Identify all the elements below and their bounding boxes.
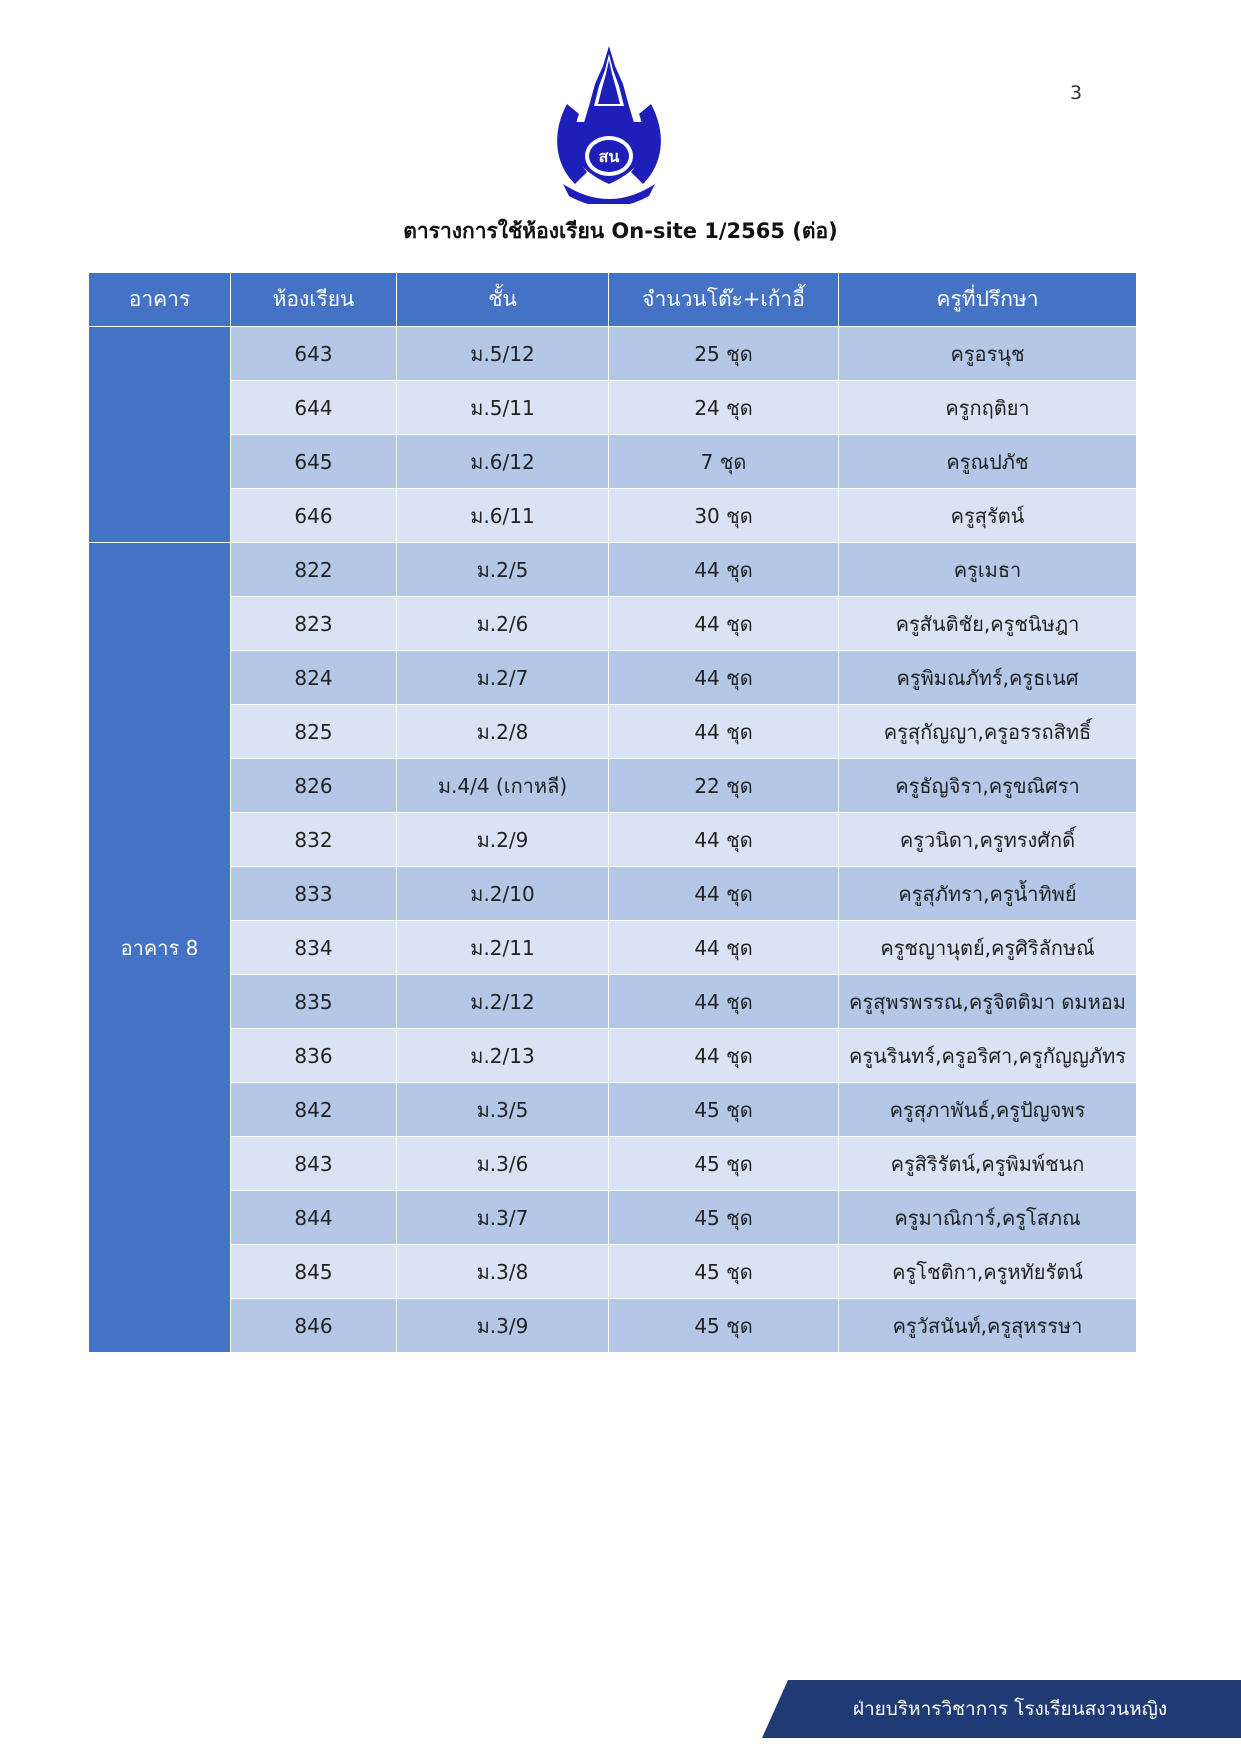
seats-cell: 44 ชุด (609, 705, 839, 759)
class-cell: ม.2/13 (397, 1029, 609, 1083)
class-cell: ม.3/8 (397, 1245, 609, 1299)
room-cell: 836 (231, 1029, 397, 1083)
class-cell: ม.5/11 (397, 381, 609, 435)
teacher-cell: ครูนรินทร์,ครูอริศา,ครูกัญญภัทร (839, 1029, 1137, 1083)
table-row (89, 1029, 1137, 1083)
table-row (89, 921, 1137, 975)
table-row (89, 327, 1137, 381)
room-cell: 645 (231, 435, 397, 489)
table-row (89, 597, 1137, 651)
teacher-cell: ครูสุกัญญา,ครูอรรถสิทธิ์ (839, 705, 1137, 759)
teacher-cell: ครูสุพรพรรณ,ครูจิตติมา ดมหอม (839, 975, 1137, 1029)
table-row (89, 1083, 1137, 1137)
table-row (89, 381, 1137, 435)
teacher-cell: ครูเมธา (839, 543, 1137, 597)
seats-cell: 44 ชุด (609, 1029, 839, 1083)
seats-cell: 22 ชุด (609, 759, 839, 813)
room-cell: 825 (231, 705, 397, 759)
class-cell: ม.2/8 (397, 705, 609, 759)
class-cell: ม.3/9 (397, 1299, 609, 1353)
room-cell: 833 (231, 867, 397, 921)
seats-cell: 44 ชุด (609, 543, 839, 597)
teacher-cell: ครูสุรัตน์ (839, 489, 1137, 543)
building-cell (89, 327, 231, 543)
class-cell: ม.2/6 (397, 597, 609, 651)
seats-cell: 44 ชุด (609, 597, 839, 651)
building-cell: อาคาร 8 (89, 543, 231, 1353)
seats-cell: 7 ชุด (609, 435, 839, 489)
table-row (89, 543, 1137, 597)
table-row (89, 1191, 1137, 1245)
seats-cell: 24 ชุด (609, 381, 839, 435)
room-cell: 826 (231, 759, 397, 813)
teacher-cell: ครูกฤติยา (839, 381, 1137, 435)
teacher-cell: ครูสันติชัย,ครูชนิษฎา (839, 597, 1137, 651)
room-cell: 845 (231, 1245, 397, 1299)
table-row (89, 1137, 1137, 1191)
table-body (89, 327, 1137, 1353)
teacher-cell: ครูสิริรัตน์,ครูพิมพ์ชนก (839, 1137, 1137, 1191)
seats-cell: 45 ชุด (609, 1191, 839, 1245)
room-cell: 835 (231, 975, 397, 1029)
teacher-cell: ครูวัสนันท์,ครูสุหรรษา (839, 1299, 1137, 1353)
table-row (89, 1299, 1137, 1353)
room-cell: 844 (231, 1191, 397, 1245)
teacher-cell: ครูพิมณภัทร์,ครูธเนศ (839, 651, 1137, 705)
seats-cell: 44 ชุด (609, 867, 839, 921)
seats-cell: 45 ชุด (609, 1083, 839, 1137)
teacher-cell: ครูชญานุตย์,ครูศิริลักษณ์ (839, 921, 1137, 975)
table-row (89, 867, 1137, 921)
seats-cell: 30 ชุด (609, 489, 839, 543)
header-room: ห้องเรียน (231, 273, 397, 327)
footer-text: ฝ่ายบริหารวิชาการ โรงเรียนสงวนหญิง (852, 1698, 1168, 1720)
table-header-row (89, 273, 1137, 327)
table-row (89, 813, 1137, 867)
room-cell: 834 (231, 921, 397, 975)
classroom-table (88, 272, 1137, 1353)
header-class: ชั้น (397, 273, 609, 327)
class-cell: ม.6/12 (397, 435, 609, 489)
room-cell: 824 (231, 651, 397, 705)
room-cell: 823 (231, 597, 397, 651)
seats-cell: 45 ชุด (609, 1245, 839, 1299)
table-row (89, 489, 1137, 543)
table-row (89, 759, 1137, 813)
table-row (89, 651, 1137, 705)
seats-cell: 44 ชุด (609, 921, 839, 975)
table-row (89, 975, 1137, 1029)
header-building: อาคาร (89, 273, 231, 327)
seats-cell: 45 ชุด (609, 1299, 839, 1353)
class-cell: ม.3/7 (397, 1191, 609, 1245)
room-cell: 643 (231, 327, 397, 381)
class-cell: ม.2/12 (397, 975, 609, 1029)
room-cell: 832 (231, 813, 397, 867)
header-seats: จำนวนโต๊ะ+เก้าอี้ (609, 273, 839, 327)
table-row (89, 1245, 1137, 1299)
teacher-cell: ครูสุภัทรา,ครูน้ำทิพย์ (839, 867, 1137, 921)
svg-text:สน: สน (598, 147, 620, 166)
page-number: 3 (1070, 82, 1083, 104)
teacher-cell: ครูอรนุช (839, 327, 1137, 381)
table-row (89, 435, 1137, 489)
seats-cell: 44 ชุด (609, 975, 839, 1029)
class-cell: ม.2/9 (397, 813, 609, 867)
room-cell: 646 (231, 489, 397, 543)
class-cell: ม.4/4 (เกาหลี) (397, 759, 609, 813)
room-cell: 842 (231, 1083, 397, 1137)
teacher-cell: ครูธัญจิรา,ครูขณิศรา (839, 759, 1137, 813)
room-cell: 644 (231, 381, 397, 435)
teacher-cell: ครูวนิดา,ครูทรงศักดิ์ (839, 813, 1137, 867)
seats-cell: 45 ชุด (609, 1137, 839, 1191)
class-cell: ม.2/11 (397, 921, 609, 975)
seats-cell: 25 ชุด (609, 327, 839, 381)
seats-cell: 44 ชุด (609, 813, 839, 867)
teacher-cell: ครูโชติกา,ครูหทัยรัตน์ (839, 1245, 1137, 1299)
document-title: ตารางการใช้ห้องเรียน On-site 1/2565 (ต่อ) (403, 219, 838, 243)
class-cell: ม.2/5 (397, 543, 609, 597)
teacher-cell: ครูณปภัช (839, 435, 1137, 489)
room-cell: 846 (231, 1299, 397, 1353)
header-teacher: ครูที่ปรึกษา (839, 273, 1137, 327)
class-cell: ม.3/6 (397, 1137, 609, 1191)
table-row (89, 705, 1137, 759)
school-logo (545, 44, 673, 204)
class-cell: ม.2/7 (397, 651, 609, 705)
teacher-cell: ครูสุภาพันธ์,ครูปัญจพร (839, 1083, 1137, 1137)
class-cell: ม.6/11 (397, 489, 609, 543)
room-cell: 822 (231, 543, 397, 597)
teacher-cell: ครูมาณิการ์,ครูโสภณ (839, 1191, 1137, 1245)
class-cell: ม.2/10 (397, 867, 609, 921)
class-cell: ม.3/5 (397, 1083, 609, 1137)
seats-cell: 44 ชุด (609, 651, 839, 705)
class-cell: ม.5/12 (397, 327, 609, 381)
room-cell: 843 (231, 1137, 397, 1191)
